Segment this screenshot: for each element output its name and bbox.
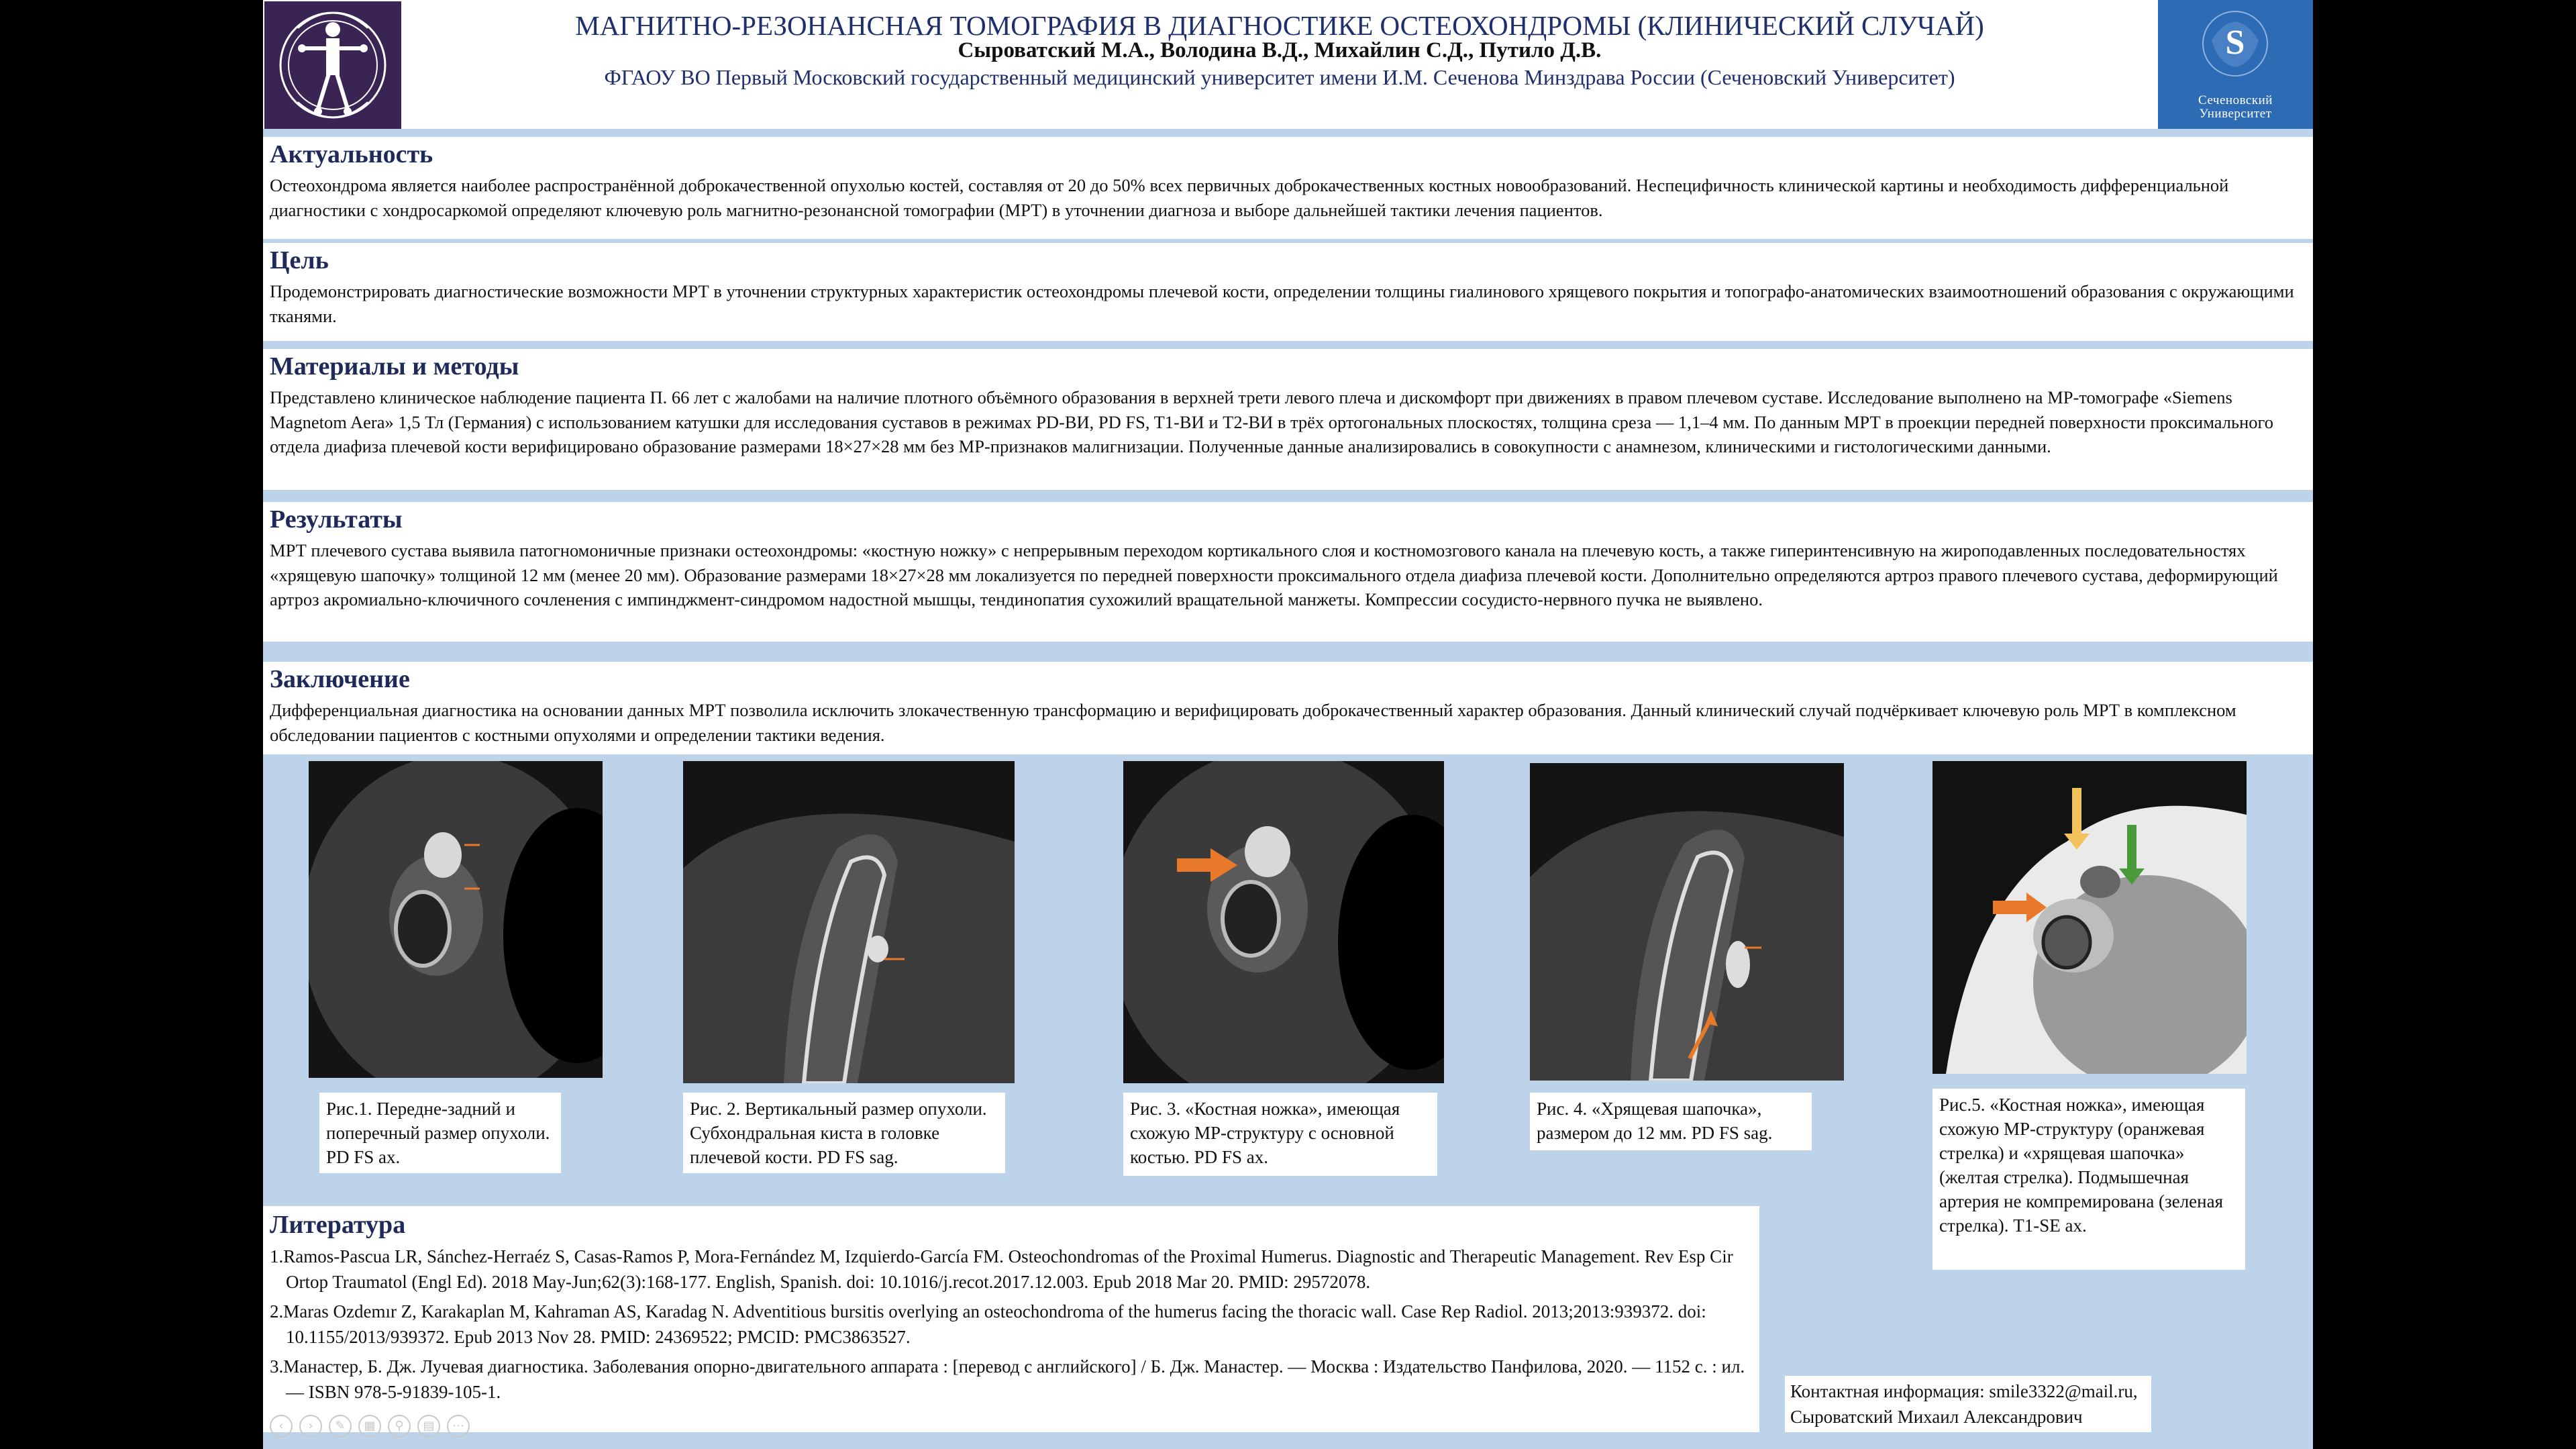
- figure-4-caption: Рис. 4. «Хрящевая шапочка», размером до 12 мм. PD FS sag.: [1530, 1093, 1812, 1150]
- pen-icon[interactable]: ✎: [329, 1415, 352, 1438]
- poster: [263, 0, 2313, 1449]
- figure-1-caption: Рис.1. Передне-задний и поперечный размер опухоли. PD FS ax.: [319, 1093, 561, 1173]
- section-text: Представлено клиническое наблюдение пациента П. 66 лет с жалобами на наличие плотного объёмного образования в верхней трети левого плеча и дискомфорт при движениях в правом плечевом суставе. Исследование выполнено на МР-томографе «Siemens Magnetom Aera» 1,5 Тл (Германия) с использованием катушки для исследования суставов в режимах PD-ВИ, PD FS, T1-ВИ и T2-ВИ в трёх ортогональных плоскостях, толщина среза — 1,1–4 мм. По данным МРТ в проекции передней поверхности проксимального отдела диафиза плечевой кости верифицировано образование размерами 18×27×28 мм без МР-признаков малигнизации. Полученные данные анализировались в совокупности с анамнезом, клиническими и гистологическими данными.: [270, 387, 2273, 456]
- figure-2-caption: Рис. 2. Вертикальный размер опухоли. Субхондральная киста в головке плечевой кости. PD FS sag.: [683, 1093, 1005, 1173]
- section-goal: [263, 243, 2313, 341]
- reference-item: 2.Maras Ozdemır Z, Karakaplan M, Kahraman AS, Karadag N. Adventitious bursitis overlying an osteochondroma of the humerus facing the thoracic wall. Case Rep Radiol. 2013;2013:939372. doi: 10.1155/2013/939372. Epub 2013 Nov 28. PMID: 24369522; PMCID: PMC3863527.: [270, 1301, 1706, 1347]
- section-literature: [263, 1206, 1759, 1432]
- figure-5-caption: Рис.5. «Костная ножка», имеющая схожую МР-структуру (оранжевая стрелка) и «хрящевая шапочка» (желтая стрелка). Подмышечная артерия не компремирована (зеленая стрелка). T1-SE ax.: [1933, 1089, 2245, 1270]
- section-text: МРТ плечевого сустава выявила патогномоничные признаки остеохондромы: «костную ножку» с непрерывным переходом кортикального слоя и костномозгового канала на плечевую кость, а также гиперинтенсивную на жироподавленных последовательностях «хрящевую шапочку» толщиной 12 мм (менее 20 мм). Образование размерами 18×27×28 мм локализуется по передней поверхности проксимального отдела диафиза плечевой кости. Дополнительно определяются артроз правого плечевого сустава, деформирующий артроз акромиально-ключичного сочленения с импинджмент-синдромом надостной мышцы, тендинопатия сухожилий вращательной манжеты. Компрессии сосудисто-нервного пучка не выявлено.: [270, 540, 2278, 609]
- section-results: [263, 502, 2313, 642]
- university-emblem-logo: [264, 1, 401, 129]
- svg-text:S: S: [2225, 23, 2245, 62]
- section-heading: Материалы и методы: [270, 352, 519, 381]
- logo-text-line2: Университет: [2199, 107, 2272, 121]
- mri-figure-1: [309, 761, 603, 1078]
- next-icon[interactable]: ›: [299, 1415, 322, 1438]
- poster-header: [263, 0, 2313, 129]
- section-text: Остеохондрома является наиболее распространённой доброкачественной опухолью костей, составляя от 20 до 50% всех первичных доброкачественных костных новообразований. Неспецифичность клинической картины и необходимость дифференциальной диагностики с хондросаркомой определяют ключевую роль магнитно-резонансной томографии (МРТ) в уточнении диагноза и выборе дальнейшей тактики лечения пациентов.: [270, 175, 2229, 220]
- slideshow-toolbar: [270, 1415, 470, 1438]
- contact-name-line: Сыроватский Михаил Александрович: [1790, 1407, 2083, 1427]
- section-heading: Литература: [270, 1211, 406, 1239]
- section-text: Продемонстрировать диагностические возможности МРТ в уточнении структурных характеристик остеохондромы плечевой кости, определении толщины гиалинового хрящевого покрытия и топографо-анатомических взаимоотношений образования с окружающими тканями.: [270, 281, 2294, 326]
- section-relevance: [263, 137, 2313, 239]
- more-icon[interactable]: ⋯: [447, 1415, 470, 1438]
- reference-item: 1.Ramos-Pascua LR, Sánchez-Herraéz S, Casas-Ramos P, Mora-Fernández M, Izquierdo-García FM. Osteochondromas of the Proximal Humerus. Diagnostic and Therapeutic Management. Rev Esp Cir Ortop Traumatol (Engl Ed). 2018 May-Jun;62(3):168-177. English, Spanish. doi: 10.1016/j.recot.2017.12.003. Epub 2018 Mar 20. PMID: 29572078.: [270, 1246, 1733, 1292]
- logo-text-line1: Сеченовский: [2198, 93, 2273, 107]
- section-methods: [263, 349, 2313, 490]
- poster-authors: Сыроватский М.А., Володина В.Д., Михайлин С.Д., Путило Д.В.: [958, 38, 1602, 62]
- mri-figure-4: [1530, 763, 1844, 1081]
- section-conclusion: [263, 662, 2313, 754]
- sechenov-university-logo: [2158, 0, 2313, 129]
- section-heading: Актуальность: [270, 140, 433, 168]
- section-heading: Заключение: [270, 665, 410, 693]
- slides-icon[interactable]: ▦: [358, 1415, 381, 1438]
- zoom-icon[interactable]: ⚲: [388, 1415, 411, 1438]
- section-heading: Результаты: [270, 505, 403, 534]
- contact-info: [1785, 1376, 2151, 1432]
- contact-email-line: Контактная информация: smile3322@mail.ru,: [1790, 1381, 2138, 1401]
- reference-item: 3.Манастер, Б. Дж. Лучевая диагностика. Заболевания опорно-двигательного аппарата : [перевод с английского] / Б. Дж. Манастер. — Москва : Издательство Панфилова, 2020. — 1152 с. : ил. — ISBN 978-5-91839-105-1.: [270, 1356, 1745, 1402]
- mri-figure-2: [683, 761, 1015, 1083]
- section-heading: Цель: [270, 246, 329, 274]
- prev-icon[interactable]: ‹: [270, 1415, 293, 1438]
- mri-figure-5: [1933, 761, 2247, 1074]
- poster-institution: ФГАОУ ВО Первый Московский государственный медицинский университет имени И.М. Сеченова Минздрава России (Сеченовский Университет): [604, 65, 1955, 89]
- figure-3-caption: Рис. 3. «Костная ножка», имеющая схожую МР-структуру с основной костью. PD FS ax.: [1123, 1093, 1437, 1176]
- mri-figure-3: [1123, 761, 1444, 1083]
- poster-title: МАГНИТНО-РЕЗОНАНСНАЯ ТОМОГРАФИЯ В ДИАГНОСТИКЕ ОСТЕОХОНДРОМЫ (КЛИНИЧЕСКИЙ СЛУЧАЙ): [575, 10, 1984, 41]
- section-text: Дифференциальная диагностика на основании данных МРТ позволила исключить злокачественную трансформацию и верифицировать доброкачественный характер образования. Данный клинический случай подчёркивает ключевую роль МРТ в комплексном обследовании пациентов с костными опухолями и определении тактики ведения.: [270, 700, 2236, 745]
- subtitles-icon[interactable]: ▤: [417, 1415, 440, 1438]
